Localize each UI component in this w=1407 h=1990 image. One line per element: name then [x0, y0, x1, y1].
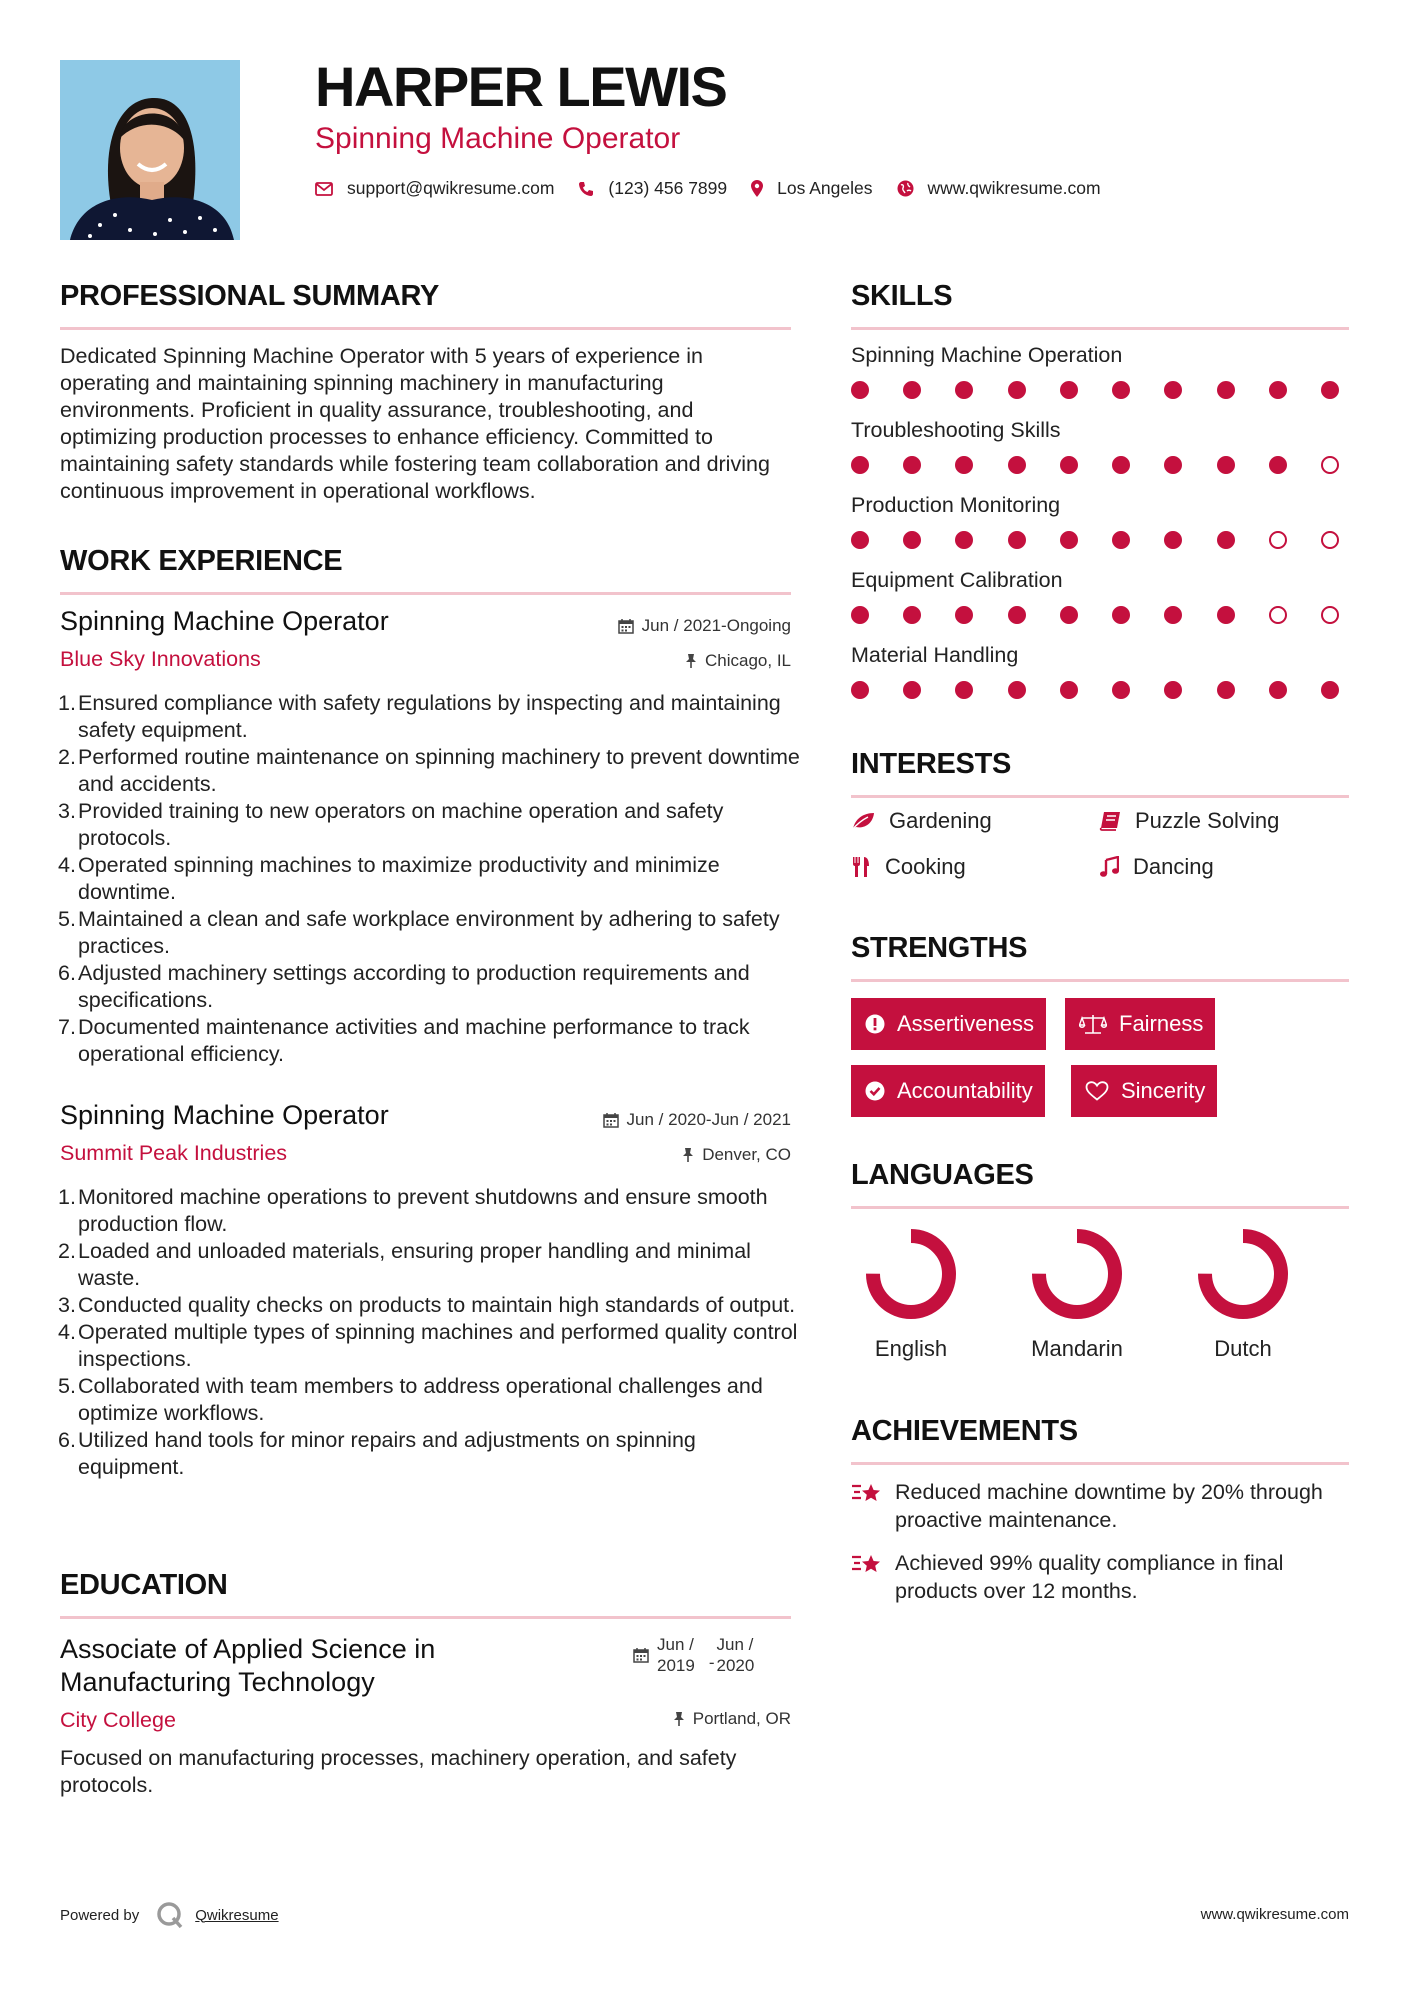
language-name: English [874, 1336, 948, 1361]
skill-rating [851, 381, 1339, 399]
list-item: 7. Documented maintenance activities and machine performance to track operational efficiency. [58, 1015, 750, 1066]
language-item [1173, 1226, 1313, 1362]
job-location: Chicago, IL [685, 651, 791, 671]
company-name: Blue Sky Innovations [60, 647, 261, 671]
skill-dot-filled [1164, 531, 1182, 549]
job-date: Jun / 2021-Ongoing [618, 616, 791, 636]
job-location: Denver, CO [682, 1145, 791, 1165]
pushpin-icon [682, 1147, 694, 1163]
skill-dot-filled [1112, 606, 1130, 624]
skill-dot-empty [1321, 531, 1339, 549]
email-text: support@qwikresume.com [347, 178, 555, 198]
list-item: 3. Conducted quality checks on products to maintain high standards of output. [58, 1293, 796, 1317]
job-title: Spinning Machine Operator [60, 606, 389, 636]
skill-dot-empty [1321, 606, 1339, 624]
skill-dot-filled [1269, 456, 1287, 474]
skill-dot-filled [1112, 531, 1130, 549]
calendar-icon [603, 1112, 619, 1128]
list-item: 1. Ensured compliance with safety regulations by inspecting and maintaining safety equipment. [58, 691, 781, 742]
phone-icon [578, 181, 594, 197]
education-description: Focused on manufacturing processes, machinery operation, and safety protocols. [60, 1746, 737, 1797]
location-text: Los Angeles [777, 178, 873, 198]
music-note-icon [1099, 856, 1119, 878]
skill-dot-filled [955, 531, 973, 549]
skill-dot-filled [1164, 681, 1182, 699]
interests-heading: INTERESTS [851, 748, 1012, 780]
skill-dot-filled [903, 681, 921, 699]
strengths-section [851, 934, 1349, 982]
check-circle-icon [865, 1081, 885, 1101]
language-level-arc [873, 1236, 949, 1312]
list-item: 3. Provided training to new operators on machine operation and safety protocols. [58, 799, 724, 850]
contact-bar [315, 178, 1125, 199]
skill-dot-filled [1008, 381, 1026, 399]
company-name: Summit Peak Industries [60, 1141, 288, 1165]
candidate-name: HARPER LEWIS [315, 55, 727, 118]
skill-dot-filled [851, 381, 869, 399]
interest-cooking: Cooking [851, 854, 966, 880]
strength-badge: Fairness [1065, 998, 1215, 1050]
skill-dot-filled [1217, 606, 1235, 624]
strength-badge: Accountability [851, 1065, 1045, 1117]
interest-puzzle-solving: Puzzle Solving [1099, 808, 1279, 834]
envelope-icon [315, 182, 333, 196]
achievement-item: Reduced machine downtime by 20% through proactive maintenance. [851, 1478, 1331, 1534]
strength-badge: Assertiveness [851, 998, 1046, 1050]
interest-gardening: Gardening [851, 808, 992, 834]
skill-dot-filled [1008, 531, 1026, 549]
education-location: Portland, OR [673, 1709, 791, 1729]
skill-dot-filled [1217, 531, 1235, 549]
skills-heading: SKILLS [851, 280, 953, 312]
language-level-arc [1205, 1236, 1281, 1312]
list-item: 5. Collaborated with team members to address operational challenges and optimize workflows. [58, 1374, 763, 1425]
skill-dot-filled [1008, 456, 1026, 474]
list-item: 5. Maintained a clean and safe workplace environment by adhering to safety practices. [58, 907, 780, 958]
skill-rating [851, 606, 1339, 624]
skill-dot-filled [903, 606, 921, 624]
exclamation-circle-icon [865, 1014, 885, 1034]
skill-name: Troubleshooting Skills [851, 418, 1061, 442]
list-item: 1. Monitored machine operations to prevent shutdowns and ensure smooth production flow. [58, 1185, 768, 1236]
contact-email[interactable] [315, 178, 554, 199]
calendar-icon [633, 1647, 649, 1663]
skill-dot-filled [851, 456, 869, 474]
shooting-star-icon [851, 1480, 883, 1506]
education-heading: EDUCATION [60, 1569, 228, 1601]
skill-dot-filled [1269, 681, 1287, 699]
strength-badge: Sincerity [1071, 1065, 1217, 1117]
job-bullets [60, 1184, 800, 1481]
skill-dot-filled [1164, 606, 1182, 624]
languages-section [851, 1161, 1349, 1209]
qwikresume-link[interactable]: Qwikresume [195, 1906, 279, 1924]
list-item: 2. Performed routine maintenance on spinning machinery to prevent downtime and accidents. [58, 745, 800, 796]
skill-rating [851, 531, 1339, 549]
language-level-ring [1029, 1226, 1125, 1322]
list-item: 2. Loaded and unloaded materials, ensuring proper handling and minimal waste. [58, 1239, 751, 1290]
language-name: Mandarin [1031, 1336, 1123, 1361]
skill-dot-filled [1060, 606, 1078, 624]
section-divider [60, 327, 791, 330]
map-pin-icon [751, 180, 763, 197]
skill-dot-filled [1060, 681, 1078, 699]
contact-location [751, 178, 872, 199]
language-item [1007, 1226, 1147, 1362]
skill-dot-filled [851, 681, 869, 699]
skills-section [851, 282, 1349, 330]
skill-name: Equipment Calibration [851, 568, 1063, 592]
list-item: 4. Operated spinning machines to maximize productivity and minimize downtime. [58, 853, 720, 904]
skill-dot-filled [903, 381, 921, 399]
skill-name: Spinning Machine Operation [851, 343, 1123, 367]
job-title: Spinning Machine Operator [60, 1100, 389, 1130]
section-divider [851, 1206, 1349, 1209]
skill-dot-filled [955, 681, 973, 699]
language-level-arc [1039, 1236, 1115, 1312]
leaf-icon [851, 811, 875, 831]
skill-dot-filled [955, 456, 973, 474]
skill-dot-filled [903, 456, 921, 474]
book-icon [1099, 811, 1121, 831]
calendar-icon [618, 618, 634, 634]
skill-dot-filled [1060, 531, 1078, 549]
skill-dot-filled [851, 531, 869, 549]
skill-dot-filled [1060, 456, 1078, 474]
skill-dot-filled [1112, 456, 1130, 474]
school-name: City College [60, 1708, 176, 1732]
section-divider [851, 1462, 1349, 1465]
section-divider [851, 327, 1349, 330]
skill-dot-filled [851, 606, 869, 624]
language-level-ring [1195, 1226, 1291, 1322]
degree-title: Associate of Applied Science in Manufacturing Technology [60, 1634, 436, 1697]
skill-dot-filled [1008, 606, 1026, 624]
pushpin-icon [673, 1711, 685, 1727]
shooting-star-icon [851, 1551, 883, 1577]
phone-text: (123) 456 7899 [608, 178, 728, 198]
experience-section [60, 547, 791, 595]
list-item: 4. Operated multiple types of spinning machines and performed quality control inspections. [58, 1320, 798, 1371]
contact-website[interactable] [897, 178, 1101, 199]
skill-dot-filled [1164, 381, 1182, 399]
skill-name: Material Handling [851, 643, 1019, 667]
skill-dot-empty [1269, 531, 1287, 549]
skill-dot-empty [1321, 456, 1339, 474]
website-text: www.qwikresume.com [927, 178, 1101, 198]
language-item [841, 1226, 981, 1362]
achievement-item: Achieved 99% quality compliance in final products over 12 months. [851, 1549, 1331, 1605]
footer-website[interactable]: www.qwikresume.com [1200, 1906, 1349, 1923]
summary-heading: PROFESSIONAL SUMMARY [60, 280, 440, 312]
qwikresume-logo-icon [155, 1900, 185, 1930]
skill-dot-filled [1269, 381, 1287, 399]
globe-icon [897, 180, 914, 197]
skill-dot-filled [1217, 381, 1235, 399]
summary-text: Dedicated Spinning Machine Operator with 5 years of experience in operating and maintaining spinning machinery in manufacturing environments. Proficient in quality assurance, troubleshooting, and optimizing production processes to enhance efficiency. Committed to maintaining safety standards while fostering team collaboration and driving continuous improvement in operational workflows. [60, 344, 770, 503]
skill-dot-filled [1321, 681, 1339, 699]
contact-phone[interactable] [578, 178, 727, 199]
skill-dot-filled [1060, 381, 1078, 399]
skill-dot-filled [955, 381, 973, 399]
pushpin-icon [685, 653, 697, 669]
interests-section [851, 750, 1349, 798]
skill-dot-filled [1112, 381, 1130, 399]
skill-dot-filled [1008, 681, 1026, 699]
profile-photo [60, 60, 240, 240]
skill-dot-filled [1321, 381, 1339, 399]
summary-section [60, 282, 791, 330]
skill-dot-filled [955, 606, 973, 624]
language-name: Dutch [1214, 1336, 1272, 1361]
section-divider [60, 1616, 791, 1619]
list-item: 6. Adjusted machinery settings according to production requirements and specifications. [58, 961, 750, 1012]
skill-dot-filled [903, 531, 921, 549]
achievements-heading: ACHIEVEMENTS [851, 1415, 1078, 1447]
skill-dot-filled [1217, 456, 1235, 474]
skill-name: Production Monitoring [851, 493, 1061, 517]
cutlery-icon [851, 856, 871, 878]
candidate-role: Spinning Machine Operator [315, 122, 681, 155]
footer-powered-by: Powered by Qwikresume [60, 1900, 279, 1930]
balance-scale-icon [1079, 1014, 1107, 1034]
skill-dot-filled [1217, 681, 1235, 699]
list-item: 6. Utilized hand tools for minor repairs and adjustments on spinning equipment. [58, 1428, 696, 1479]
education-date: Jun / 2019 - Jun / 2020 [633, 1634, 754, 1676]
language-level-ring [863, 1226, 959, 1322]
interest-dancing: Dancing [1099, 854, 1214, 880]
experience-heading: WORK EXPERIENCE [60, 545, 343, 577]
skill-rating [851, 681, 1339, 699]
skill-dot-filled [1112, 681, 1130, 699]
languages-heading: LANGUAGES [851, 1159, 1034, 1191]
section-divider [60, 592, 791, 595]
skill-rating [851, 456, 1339, 474]
job-date: Jun / 2020-Jun / 2021 [603, 1110, 791, 1130]
achievements-section [851, 1417, 1349, 1465]
strengths-heading: STRENGTHS [851, 932, 1028, 964]
section-divider [851, 795, 1349, 798]
section-divider [851, 979, 1349, 982]
skill-dot-filled [1164, 456, 1182, 474]
heart-icon [1085, 1081, 1109, 1101]
skill-dot-empty [1269, 606, 1287, 624]
education-section [60, 1571, 791, 1619]
job-bullets [60, 690, 800, 1068]
